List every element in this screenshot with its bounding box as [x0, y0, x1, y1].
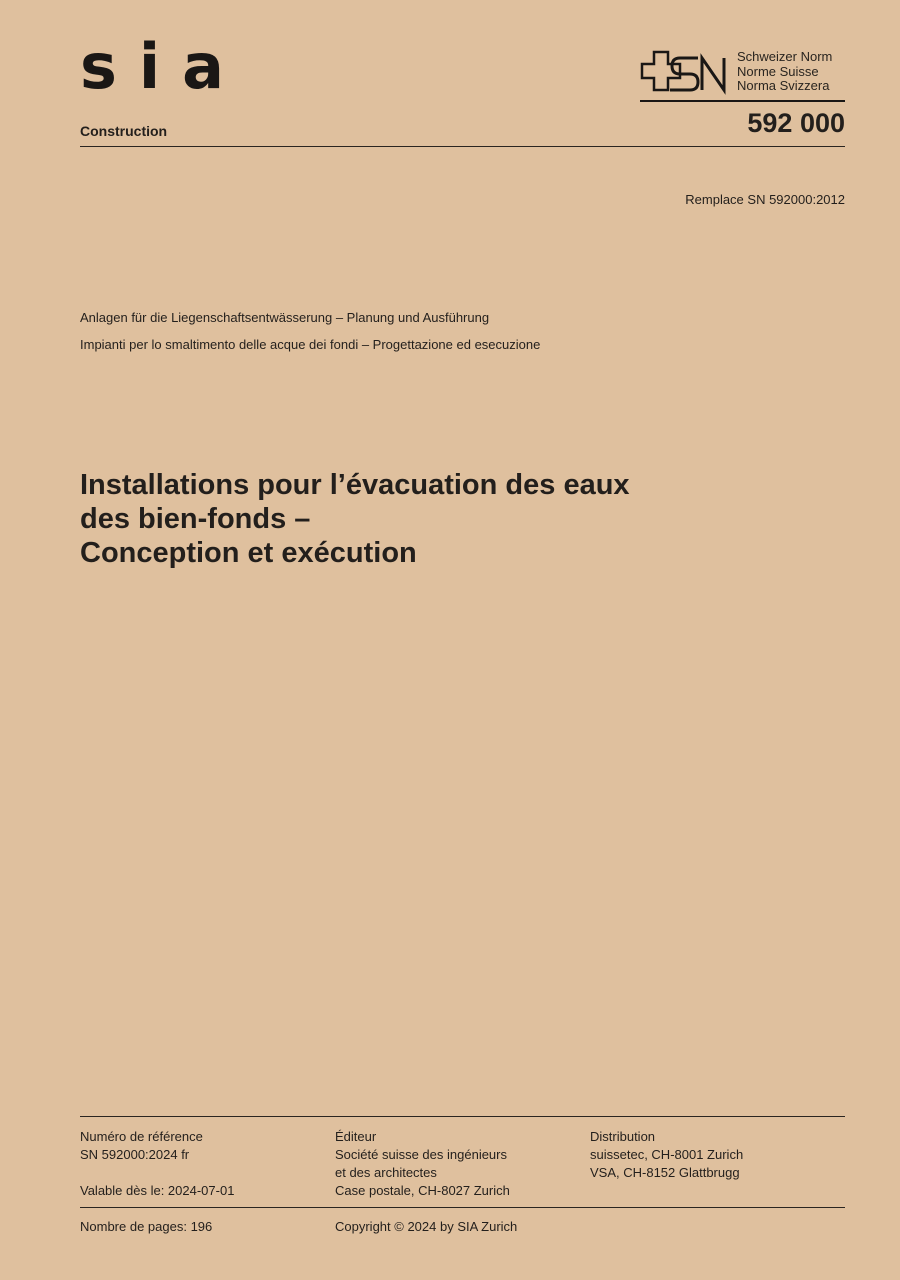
distribution-line: suissetec, CH-8001 Zurich	[590, 1147, 744, 1162]
sn-organization-names	[737, 50, 832, 94]
title-line: Installations pour l’évacuation des eaux	[80, 469, 630, 501]
footer-divider-bottom	[80, 1207, 845, 1208]
page-count	[80, 1218, 212, 1236]
editor-label: Éditeur	[335, 1129, 377, 1144]
title-line: des bien-fonds –	[80, 503, 311, 535]
sn-name-it: Norma Svizzera	[737, 78, 830, 93]
copyright	[335, 1218, 517, 1236]
document-title	[80, 468, 700, 570]
distribution-label: Distribution	[590, 1129, 656, 1144]
section-label: Construction	[80, 123, 168, 139]
title-line: Conception et exécution	[80, 537, 417, 569]
valid-from-text: Valable dès le: 2024-07-01	[80, 1183, 235, 1198]
sn-name-fr: Norme Suisse	[737, 63, 819, 79]
distribution-line: VSA, CH-8152 Glattbrugg	[590, 1165, 740, 1180]
editor-line: Société suisse des ingénieurs	[335, 1147, 507, 1162]
valid-from	[80, 1182, 234, 1200]
sia-logo: sia	[80, 30, 246, 103]
page-count-text: Nombre de pages: 196	[80, 1219, 213, 1234]
distribution-block	[590, 1128, 743, 1182]
reference-value: SN 592000:2024 fr	[80, 1147, 190, 1162]
standard-number: 592 000	[747, 108, 845, 138]
replaces-note: Remplace SN 592000:2012	[685, 192, 845, 207]
editor-line: Case postale, CH-8027 Zurich	[335, 1183, 510, 1198]
footer-divider-top	[80, 1116, 845, 1117]
reference-block	[80, 1128, 203, 1164]
editor-block	[335, 1128, 510, 1200]
sn-name-de: Schweizer Norm	[737, 49, 833, 64]
sn-cross-logo-icon	[640, 50, 732, 102]
subtitle-italian: Impianti per lo smaltimento delle acque dei fondi – Progettazione ed esecuzione	[80, 337, 541, 352]
header-divider	[80, 146, 845, 147]
copyright-text: Copyright © 2024 by SIA Zurich	[335, 1219, 518, 1234]
reference-label: Numéro de référence	[80, 1129, 203, 1144]
sn-logo-underline	[640, 100, 845, 102]
editor-line: et des architectes	[335, 1165, 437, 1180]
subtitle-german: Anlagen für die Liegenschaftsentwässerung – Planung und Ausführung	[80, 310, 490, 325]
